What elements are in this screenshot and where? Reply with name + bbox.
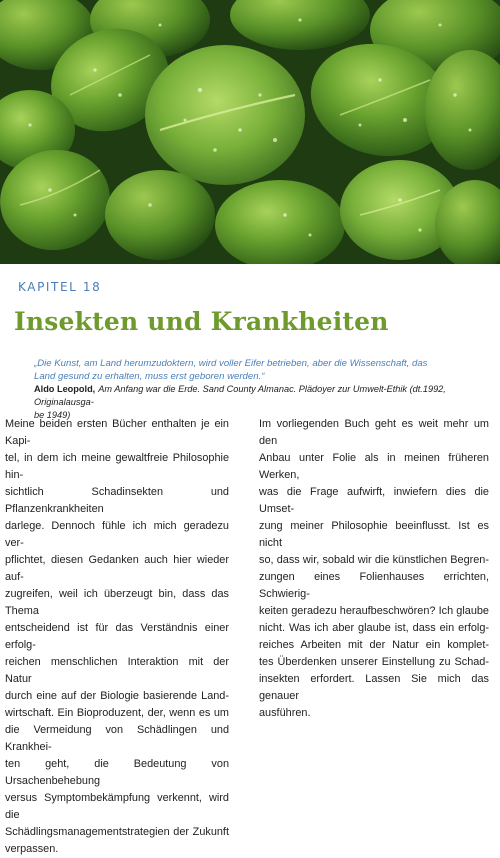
text-line: insekten erfordert. Lassen Sie mich das genauer bbox=[259, 673, 489, 702]
text-line: zungen eines Folienhauses errichten, Schwierig- bbox=[259, 571, 489, 600]
text-line: Im vorliegenden Buch geht es weit mehr um den bbox=[259, 418, 489, 447]
chapter-label: KAPITEL 18 bbox=[18, 280, 102, 294]
epigraph-quote-line: „Die Kunst, am Land herumzudoktern, wird voller Eifer betrieben, aber die Wissenschaft, das bbox=[34, 358, 428, 369]
epigraph-source-line: Am Anfang war die Erde. Sand County Almanac. Plädoyer zur Umwelt-Ethik (dt.1992, Originalausga- bbox=[34, 384, 446, 407]
text-line: ten geht, die Bedeutung von Ursachenbehebung bbox=[5, 758, 229, 787]
text-line: Anbau unter Folie als in meinen früheren Werken, bbox=[259, 452, 489, 481]
text-line: versus Symptombekämpfung verkennt, wird die bbox=[5, 792, 229, 821]
text-line: pflichtet, diesen Gedanken auch hier wieder auf- bbox=[5, 554, 229, 583]
epigraph-source-line: be 1949) bbox=[34, 410, 71, 420]
text-line: so, dass wir, sobald wir die künstlichen Begren- bbox=[259, 554, 489, 566]
text-line: wirtschaft. Ein Bioproduzent, der, wenn es um bbox=[5, 707, 229, 719]
text-line: ausführen. bbox=[259, 707, 311, 719]
text-line: was die Frage aufwirft, inwiefern dies die Umset- bbox=[259, 486, 489, 515]
text-line: die Vermeidung von Schädlingen und Krankhei- bbox=[5, 724, 229, 753]
text-line: tes Überdenken unserer Einstellung zu Schad- bbox=[259, 656, 489, 668]
chapter-title: Insekten und Krankheiten bbox=[14, 307, 389, 336]
text-line: nicht. Was ich aber glaube ist, dass ein erfolg- bbox=[259, 622, 489, 634]
epigraph-quote-line: Land gesund zu erhalten, muss erst geboren werden.“ bbox=[34, 371, 265, 383]
epigraph-author: Aldo Leopold, bbox=[34, 384, 96, 394]
epigraph-quote bbox=[34, 357, 484, 383]
body-column-right bbox=[259, 416, 489, 722]
text-line: reichen menschlichen Interaktion mit der Natur bbox=[5, 656, 229, 685]
text-line: durch eine auf der Biologie basierende Land- bbox=[5, 690, 229, 702]
text-line: sichtlich Schadinsekten und Pflanzenkrankheiten bbox=[5, 486, 229, 515]
text-line: entscheidend ist für das Verständnis einer erfolg- bbox=[5, 622, 229, 651]
text-line: Meine beiden ersten Bücher enthalten je ein Kapi- bbox=[5, 418, 229, 447]
spinach-leaves-photo bbox=[0, 0, 500, 264]
text-line: keiten geradezu heraufbeschwören? Ich glaube bbox=[259, 605, 489, 617]
text-line: tel, in dem ich meine gewaltfreie Philosophie hin- bbox=[5, 452, 229, 481]
text-line: Schädlingsmanagementstrategien der Zukunft bbox=[5, 826, 229, 838]
body-column-left bbox=[5, 416, 229, 858]
text-line: darlege. Dennoch fühle ich mich geradezu ver- bbox=[5, 520, 229, 549]
text-line: zugreifen, weil ich überzeugt bin, dass das Thema bbox=[5, 588, 229, 617]
text-line: reiches Arbeiten mit der Natur ein komplet- bbox=[259, 639, 489, 651]
text-line: verpassen. bbox=[5, 843, 59, 855]
text-line: zung meiner Philosophie beeinflusst. Ist es nicht bbox=[259, 520, 489, 549]
